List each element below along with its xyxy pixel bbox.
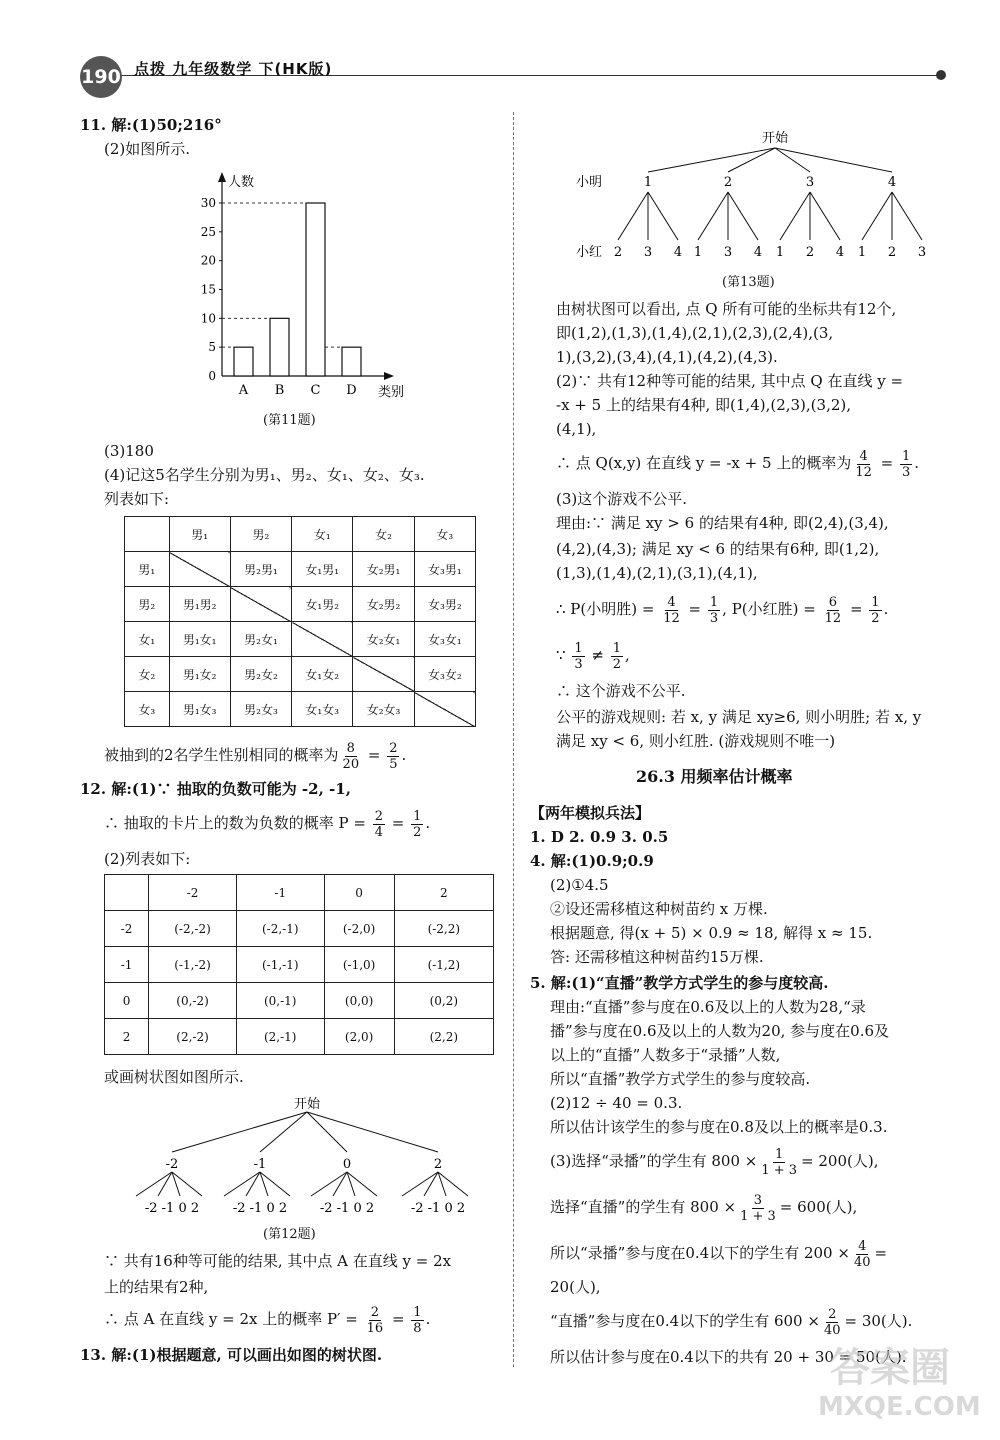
table-cell: 男₁女₃ xyxy=(169,692,230,727)
q11-frac1: $\frac{8}{20}$ xyxy=(342,740,360,772)
q12-p-frac1: $\frac{2}{16}$ xyxy=(366,1304,384,1336)
tree-leaf: 2 xyxy=(613,245,623,260)
tree-node: 2 xyxy=(723,175,733,190)
table-cell: 0 xyxy=(324,875,394,911)
table-cell: 女₁ xyxy=(292,517,353,552)
a5-line9-a: 选择“直播”的学生有 800 × xyxy=(550,1198,737,1216)
q12-p-frac2: $\frac{1}{8}$ xyxy=(413,1304,422,1336)
q11-conclusion-prefix: 被抽到的2名学生性别相同的概率为 xyxy=(104,746,339,764)
tree-leaf: 4 xyxy=(673,245,683,260)
y-tick-label: 25 xyxy=(200,224,216,239)
q11-bar-chart xyxy=(190,168,420,408)
tree-row-label-xiaoming: 小明 xyxy=(576,175,603,190)
table-cell: (-1,2) xyxy=(394,947,493,983)
tree-branch xyxy=(728,192,758,240)
tree-branch xyxy=(648,148,775,172)
q11-frac2: $\frac{2}{5}$ xyxy=(389,740,398,772)
q12-line1: 12. 解:(1)∵ 抽取的负数可能为 -2, -1, xyxy=(80,780,351,798)
y-tick-label: 20 xyxy=(200,253,216,268)
tree-branch xyxy=(333,1172,347,1196)
answers-1-3: 1. D 2. 0.9 3. 0.5 xyxy=(530,828,669,846)
q13-r13-frac1: $\frac{1}{3}$ xyxy=(574,640,583,672)
table-cell: (0,-1) xyxy=(236,983,324,1019)
tree-branch xyxy=(402,1172,438,1196)
table-cell xyxy=(125,517,170,552)
q13-r2: 即(1,2),(1,3),(1,4),(2,1),(2,3),(2,4),(3, xyxy=(556,324,834,342)
q12-tree-caption: (第12题) xyxy=(263,1227,316,1242)
tree-node: 0 xyxy=(342,1157,352,1172)
tree-branch xyxy=(810,192,840,240)
a5-line12-b: = 30(人). xyxy=(844,1312,913,1330)
q11-table xyxy=(124,516,476,727)
q11-line3: (3)180 xyxy=(104,442,154,460)
tree-branch xyxy=(224,1172,260,1196)
q12-line3: (2)列表如下: xyxy=(104,850,191,868)
table-cell: 女₁女₂ xyxy=(292,657,353,692)
table-cell: (-1,-1) xyxy=(236,947,324,983)
table-cell: (-2,-2) xyxy=(149,911,237,947)
table-cell: 女₁女₃ xyxy=(292,692,353,727)
q13-r13-b: ≠ xyxy=(591,646,604,664)
tree-branch xyxy=(260,1112,307,1152)
a5-line12-frac: $\frac{2}{40}$ xyxy=(823,1306,841,1338)
table-cell xyxy=(414,692,475,727)
x-tick-label: D xyxy=(346,383,357,398)
table-cell: (2,2) xyxy=(394,1019,493,1055)
table-cell xyxy=(105,875,149,911)
q13-r3: 1),(3,2),(3,4),(4,1),(4,2),(4,3). xyxy=(556,348,778,366)
table-cell: (2,-2) xyxy=(149,1019,237,1055)
tree-leaf: 1 xyxy=(775,245,785,260)
q12-tree xyxy=(110,1094,500,1224)
table-cell xyxy=(230,587,291,622)
tree-node: 2 xyxy=(433,1157,443,1172)
a4-line4: 根据题意, 得(x + 5) × 0.9 ≈ 18, 解得 x ≈ 15. xyxy=(550,924,873,942)
table-cell: (-1,0) xyxy=(324,947,394,983)
table-row xyxy=(105,875,494,911)
table-cell xyxy=(169,552,230,587)
q12-line5: ∵ 共有16种等可能的结果, 其中点 A 在直线 y = 2x xyxy=(104,1252,452,1270)
table-cell xyxy=(353,657,414,692)
table-cell: 2 xyxy=(105,1019,149,1055)
a5-line12-a: “直播”参与度在0.4以下的学生有 600 × xyxy=(550,1312,820,1330)
table-cell xyxy=(292,622,353,657)
section-tag: 【两年模拟兵法】 xyxy=(530,804,651,822)
a5-line9-frac: $\frac{3}{1 + 3}$ xyxy=(740,1192,776,1224)
tree-branch xyxy=(892,192,922,240)
tree-branch xyxy=(862,192,892,240)
a4-line1: 4. 解:(1)0.9;0.9 xyxy=(530,852,654,870)
table-cell: (0,2) xyxy=(394,983,493,1019)
table-row xyxy=(105,983,494,1019)
q13-r13-a: ∵ xyxy=(556,646,566,664)
q13-r13: ∵ $\frac{1}{3}$ ≠ $\frac{1}{2}$ , xyxy=(556,640,630,672)
y-tick-label: 15 xyxy=(200,282,216,297)
tree-branch xyxy=(780,192,810,240)
table-cell: (-2,-1) xyxy=(236,911,324,947)
q13-r6: (4,1), xyxy=(556,420,597,438)
q11-line2: (2)如图所示. xyxy=(104,140,191,158)
table-cell: 男₂ xyxy=(125,587,170,622)
q13-r12-frac3: $\frac{6}{12}$ xyxy=(824,594,842,626)
a5-line3: 播”参与度在0.6及以上的人数为20, 参与度在0.6及 xyxy=(550,1022,890,1040)
a5-line12 xyxy=(550,1306,912,1338)
q13-r7-frac1: $\frac{4}{12}$ xyxy=(855,448,872,480)
table-cell: 女₂男₁ xyxy=(353,552,414,587)
a5-line9 xyxy=(550,1192,857,1224)
tree-leaf: 3 xyxy=(917,245,927,260)
table-cell: 女₁男₁ xyxy=(292,552,353,587)
table-cell: 女₂女₁ xyxy=(353,622,414,657)
q13-r5: -x + 5 上的结果有4种, 即(1,4),(2,3),(3,2), xyxy=(556,396,852,414)
table-cell: 男₂女₂ xyxy=(230,657,291,692)
column-divider xyxy=(513,112,514,1367)
x-tick-label: B xyxy=(274,383,285,398)
q12-line2-prefix: ∴ 抽取的卡片上的数为负数的概率 P = xyxy=(104,814,366,832)
x-axis-arrow xyxy=(384,372,394,380)
y-tick-label: 30 xyxy=(200,196,216,210)
a5-line11: 20(人), xyxy=(550,1278,601,1296)
table-cell: 女₂ xyxy=(125,657,170,692)
table-cell: (0,0) xyxy=(324,983,394,1019)
table-cell: 男₁女₁ xyxy=(169,622,230,657)
q13-r9: 理由:∵ 满足 xy > 6 的结果有4种, 即(2,4),(3,4), xyxy=(556,514,889,532)
tree-leaves: -2 -1 0 2 xyxy=(144,1201,200,1216)
a5-line8 xyxy=(550,1146,878,1178)
tree-leaf: 4 xyxy=(835,245,845,260)
y-tick-label: 10 xyxy=(200,311,216,326)
q11-conclusion: 被抽到的2名学生性别相同的概率为 $\frac{8}{20}$ = $\frac{2}{5}$ . xyxy=(104,740,407,772)
table-row xyxy=(105,947,494,983)
table-row xyxy=(125,622,476,657)
a5-line2: 理由:“直播”参与度在0.6及以上的人数为28,“录 xyxy=(550,998,866,1016)
table-row xyxy=(125,587,476,622)
table-cell: 女₁男₂ xyxy=(292,587,353,622)
bar-A xyxy=(234,347,253,376)
a5-line8-frac: $\frac{1}{1 + 3}$ xyxy=(761,1146,798,1178)
table-cell: (-1,-2) xyxy=(149,947,237,983)
q13-r8: (3)这个游戏不公平. xyxy=(556,490,688,508)
q11-chart-caption: (第11题) xyxy=(263,413,316,428)
tree-branch xyxy=(698,192,728,240)
q11-line5: 列表如下: xyxy=(104,490,170,508)
q13-r12-b: , P(小红胜) = xyxy=(722,600,816,618)
tree-leaves: -2 -1 0 2 xyxy=(319,1201,375,1216)
a5-line10-b: = xyxy=(874,1244,888,1262)
table-cell: -2 xyxy=(149,875,237,911)
table-cell: -1 xyxy=(236,875,324,911)
table-row xyxy=(125,657,476,692)
table-row xyxy=(105,911,494,947)
x-tick-label: A xyxy=(238,383,249,398)
table-cell: 女₁ xyxy=(125,622,170,657)
tree-branch xyxy=(246,1172,260,1196)
table-cell: 女₂男₂ xyxy=(353,587,414,622)
table-cell: 女₃ xyxy=(414,517,475,552)
table-cell: 男₂女₁ xyxy=(230,622,291,657)
table-cell: (2,0) xyxy=(324,1019,394,1055)
tree-branch xyxy=(311,1172,347,1196)
watermark-url: MXQE.COM xyxy=(818,1392,981,1422)
table-cell: 2 xyxy=(394,875,493,911)
q13-r11: (1,3),(1,4),(2,1),(3,1),(4,1), xyxy=(556,564,758,582)
q13-line1: 13. 解:(1)根据题意, 可以画出如图的树状图. xyxy=(80,1346,383,1364)
tree-leaf: 2 xyxy=(887,245,897,260)
table-cell: (-2,0) xyxy=(324,911,394,947)
tree-branch xyxy=(648,192,678,240)
table-cell: 男₁ xyxy=(125,552,170,587)
tree-leaf: 1 xyxy=(857,245,867,260)
q13-r1: 由树状图可以看出, 点 Q 所有可能的坐标共有12个, xyxy=(556,300,897,318)
a5-line8-a: (3)选择“录播”的学生有 800 × xyxy=(550,1152,758,1170)
q13-r15: 公平的游戏规则: 若 x, y 满足 xy≥6, 则小明胜; 若 x, y xyxy=(556,708,922,726)
y-tick-label: 5 xyxy=(208,340,216,355)
table-row xyxy=(125,692,476,727)
y-axis-label: 人数 xyxy=(228,175,255,190)
a5-line9-b: = 600(人), xyxy=(779,1198,858,1216)
tree-node: 3 xyxy=(805,175,815,190)
book-title: 点拨 九年级数学 下(HK版) xyxy=(134,60,333,78)
table-cell: 女₃男₁ xyxy=(414,552,475,587)
tree-row-label-xiaohong: 小红 xyxy=(576,245,603,260)
tree-root: 开始 xyxy=(761,131,789,146)
tree-node: -2 xyxy=(165,1157,179,1172)
q13-r7-frac2: $\frac{1}{3}$ xyxy=(901,448,911,480)
q13-r12-a: ∴ P(小明胜) = xyxy=(556,600,655,618)
q13-r12-frac2: $\frac{1}{3}$ xyxy=(709,594,719,626)
a5-line5: 所以“直播”教学方式学生的参与度较高. xyxy=(550,1070,811,1088)
tree-node: 1 xyxy=(643,175,653,190)
tree-branch xyxy=(728,148,775,172)
tree-node: 4 xyxy=(887,175,897,190)
table-cell: 女₃女₂ xyxy=(414,657,475,692)
q11-line1: 11. 解:(1)50;216° xyxy=(80,116,222,134)
q13-r13-frac2: $\frac{1}{2}$ xyxy=(612,640,622,672)
a4-line5: 答: 还需移植这种树苗约15万棵. xyxy=(550,948,764,966)
table-cell: 男₁ xyxy=(169,517,230,552)
q13-tree xyxy=(560,126,960,276)
a5-line13: 所以估计参与度在0.4以下的共有 20 + 30 = 50(人). xyxy=(550,1348,907,1366)
tree-leaf: 1 xyxy=(693,245,703,260)
tree-node: -1 xyxy=(253,1157,267,1172)
q13-r7: ∴ 点 Q(x,y) 在直线 y = -x + 5 上的概率为 $\frac{4}{12}$ = $\frac{1}{3}$ . xyxy=(556,448,920,480)
q13-r12: ∴ P(小明胜) = $\frac{4}{12}$ = $\frac{1}{3}$ , P(小红胜) = $\frac{6}{12}$ = $\frac{1}{2}$ . xyxy=(556,594,889,626)
tree-leaf: 3 xyxy=(643,245,653,260)
table-cell: 女₂女₃ xyxy=(353,692,414,727)
table-cell: 女₂ xyxy=(353,517,414,552)
page-number: 190 xyxy=(80,56,122,98)
q13-r10: (4,2),(4,3); 满足 xy < 6 的结果有6种, 即(1,2), xyxy=(556,540,880,558)
tree-leaves: -2 -1 0 2 xyxy=(232,1201,288,1216)
y-tick-label: 0 xyxy=(208,369,216,383)
bar-C xyxy=(306,203,325,376)
table-row xyxy=(125,552,476,587)
q12-table xyxy=(104,874,494,1055)
table-cell: 男₁女₂ xyxy=(169,657,230,692)
q13-r12-frac1: $\frac{4}{12}$ xyxy=(663,594,680,626)
table-cell: 女₃男₂ xyxy=(414,587,475,622)
table-cell: (2,-1) xyxy=(236,1019,324,1055)
q13-r16: 满足 xy < 6, 则小红胜. (游戏规则不唯一) xyxy=(556,732,836,750)
table-cell: 女₃女₁ xyxy=(414,622,475,657)
q13-tree-caption: (第13题) xyxy=(722,275,775,290)
table-cell: 0 xyxy=(105,983,149,1019)
tree-branch xyxy=(158,1172,172,1196)
q13-r7-prefix: ∴ 点 Q(x,y) 在直线 y = -x + 5 上的概率为 xyxy=(556,454,852,472)
q12-line7-prefix: ∴ 点 A 在直线 y = 2x 上的概率 P′ = xyxy=(104,1310,358,1328)
table-cell: 男₂ xyxy=(230,517,291,552)
a5-line1: 5. 解:(1)“直播”教学方式学生的参与度较高. xyxy=(530,974,829,992)
a4-line3: ②设还需移植这种树苗约 x 万棵. xyxy=(550,900,768,918)
section-26-3-title: 26.3 用频率估计概率 xyxy=(636,767,793,786)
tree-leaf: 4 xyxy=(753,245,763,260)
x-axis-label: 类别 xyxy=(378,385,405,400)
tree-root: 开始 xyxy=(293,1097,321,1112)
a4-line2: (2)①4.5 xyxy=(550,876,609,894)
bar-B xyxy=(270,318,289,376)
tree-branch xyxy=(424,1172,438,1196)
q12-frac2: $\frac{1}{2}$ xyxy=(413,808,422,840)
y-axis-arrow xyxy=(218,172,226,182)
q12-line4: 或画树状图如图所示. xyxy=(104,1068,244,1086)
tree-branch xyxy=(618,192,648,240)
a5-line4: 以上的“直播”人数多于“录播”人数, xyxy=(550,1046,781,1064)
bar-D xyxy=(342,347,361,376)
q12-frac1: $\frac{2}{4}$ xyxy=(374,808,384,840)
a5-line6: (2)12 ÷ 40 = 0.3. xyxy=(550,1094,683,1112)
a5-line10 xyxy=(550,1238,887,1270)
header-dot xyxy=(936,70,946,80)
tree-leaves: -2 -1 0 2 xyxy=(410,1201,466,1216)
table-cell: -2 xyxy=(105,911,149,947)
tree-branch xyxy=(172,1112,307,1152)
table-cell: 女₃ xyxy=(125,692,170,727)
q13-r14: ∴ 这个游戏不公平. xyxy=(556,682,686,700)
table-row xyxy=(125,517,476,552)
table-cell: -1 xyxy=(105,947,149,983)
tree-branch xyxy=(136,1172,172,1196)
q12-line6: 上的结果有2种, xyxy=(104,1278,209,1296)
a5-line7: 所以估计该学生的参与度在0.8及以上的概率是0.3. xyxy=(550,1118,888,1136)
watermark-logo: 答案圈 xyxy=(830,1345,950,1391)
table-cell: 男₂女₃ xyxy=(230,692,291,727)
q12-line2: ∴ 抽取的卡片上的数为负数的概率 P = $\frac{2}{4}$ = $\frac{1}{2}$ . xyxy=(104,808,431,840)
table-cell: (0,-2) xyxy=(149,983,237,1019)
table-cell: (-2,2) xyxy=(394,911,493,947)
q13-r12-frac4: $\frac{1}{2}$ xyxy=(871,594,880,626)
q13-r4: (2)∵ 共有12种等可能的结果, 其中点 Q 在直线 y = xyxy=(556,372,904,390)
a5-line8-b: = 200(人), xyxy=(801,1152,879,1170)
table-row xyxy=(105,1019,494,1055)
x-tick-label: C xyxy=(310,383,321,398)
tree-leaf: 3 xyxy=(723,245,733,260)
q11-line4: (4)记这5名学生分别为男₁、男₂、女₁、女₂、女₃. xyxy=(104,466,425,484)
a5-line10-frac: $\frac{4}{40}$ xyxy=(853,1238,871,1270)
table-cell: 男₁男₂ xyxy=(169,587,230,622)
q12-line7: ∴ 点 A 在直线 y = 2x 上的概率 P′ = $\frac{2}{16}$ = $\frac{1}{8}$ . xyxy=(104,1304,431,1336)
a5-line10-a: 所以“录播”参与度在0.4以下的学生有 200 × xyxy=(550,1244,850,1262)
table-cell: 男₂男₁ xyxy=(230,552,291,587)
tree-leaf: 2 xyxy=(805,245,815,260)
